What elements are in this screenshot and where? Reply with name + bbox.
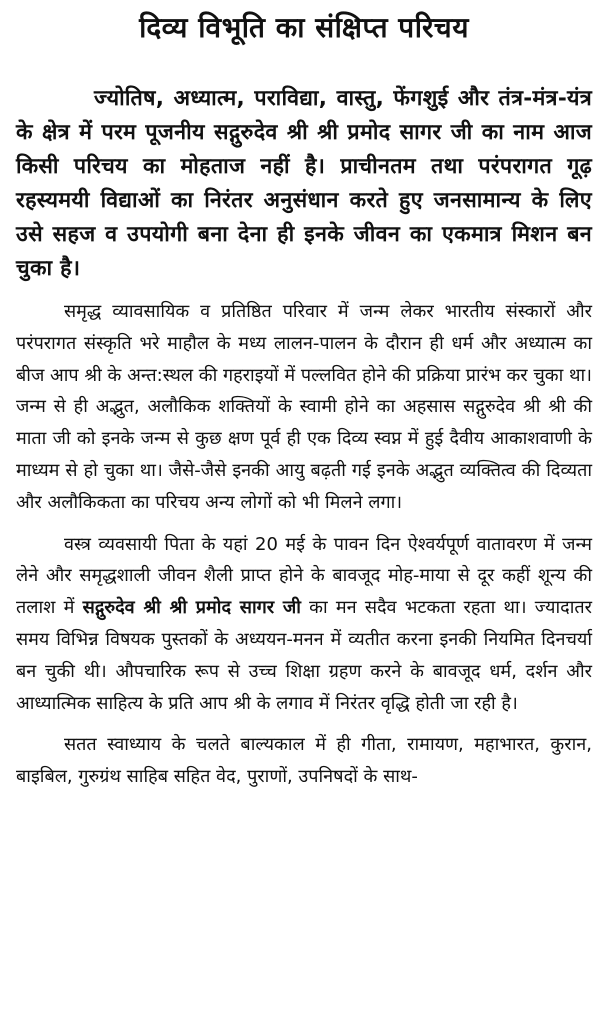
lead-text-start: ज्योतिष, अध्यात्म, पराविद्या, वास्तु, फेंगशुई और तंत्र-मंत्र-यंत्र के क्षेत्र में (16, 86, 592, 145)
body-paragraph-upbringing (16, 529, 592, 720)
upbringing-text-end: का मन सदैव भटकता रहता था। ज्यादातर समय विभिन्न विषयक पुस्तकों के अध्ययन-मनन में व्यतीत करना इनकी नियमित दिनचर्या बन चुकी थी। औपचारिक रूप से उच्च शिक्षा ग्रहण करने के बावजूद धर्म, दर्शन और आध्यात्मिक साहित्य के प्रति आप श्री के लगाव में निरंतर वृद्धि होती जा रही है। (16, 597, 592, 714)
lead-text-end: का नाम आज किसी परिचय का मोहताज नहीं है। प्राचीनतम तथा परंपरागत गूढ़ रहस्यमयी विद्याओं का निरंतर अनुसंधान करते हुए जनसामान्य के लिए उसे सहज व उपयोगी बना देना ही इनके जीवन का एकमात्र मिशन बन चुका है। (16, 120, 592, 281)
upbringing-text-start: वस्त्र व्यवसायी पिता के यहां 20 मई के पावन दिन ऐश्वर्यपूर्ण वातावरण में जन्म लेने और समृद्धशाली जीवन शैली प्राप्त होने के बावजूद मोह-माया से दूर कहीं शून्य की तलाश में (16, 533, 592, 619)
guru-name-highlight: परम पूजनीय सद्गुरुदेव श्री श्री प्रमोद सागर जी (101, 120, 473, 145)
guru-name-inline: सद्गुरुदेव श्री श्री प्रमोद सागर जी (82, 597, 301, 619)
body-paragraph-study: सतत स्वाध्याय के चलते बाल्यकाल में ही गीता, रामायण, महाभारत, कुरान, बाइबिल, गुरुग्रंथ साहिब सहित वेद, पुराणों, उपनिषदों के साथ- (16, 734, 592, 788)
lead-paragraph (16, 82, 592, 286)
page-title: दिव्य विभूति का संक्षिप्त परिचय (139, 11, 469, 44)
body-paragraph-birth: समृद्ध व्यावसायिक व प्रतिष्ठित परिवार में जन्म लेकर भारतीय संस्कारों और परंपरागत संस्कृति भरे माहौल के मध्य लालन-पालन के दौरान ही धर्म और अध्यात्म का बीज आप श्री के अन्त:स्थल की गहराइयों में पल्लवित होने की प्रक्रिया प्रारंभ कर चुका था। जन्म से ही अद्भुत, अलौकिक शक्तियों के स्वामी होने का अहसास सद्गुरुदेव श्री श्री की माता जी को इनके जन्म से कुछ क्षण पूर्व ही एक दिव्य स्वप्न में हुई दैवीय आकाशवाणी के माध्यम से हो चुका था। जैसे-जैसे इनकी आयु बढ़ती गई इनके अद्भुत व्यक्तित्व की दिव्यता और अलौकिकता का परिचय अन्य लोगों को भी मिलने लगा। (16, 301, 592, 513)
